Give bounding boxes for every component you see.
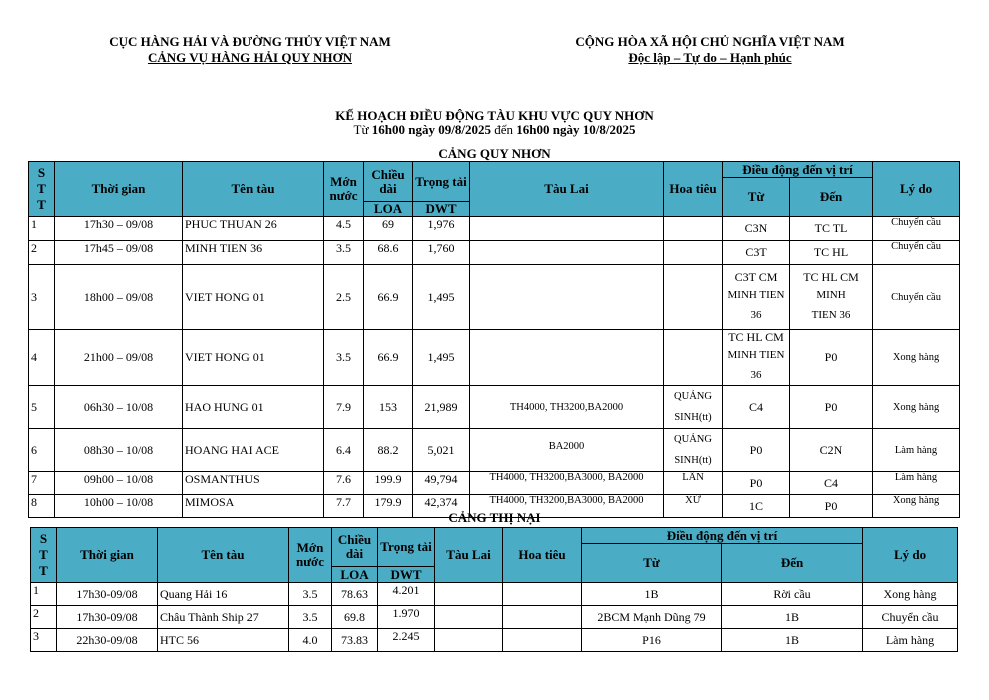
row-to	[790, 429, 873, 472]
row-from	[723, 429, 790, 472]
row-tug: BA2000	[470, 429, 664, 472]
row-time: 06h30 – 10/08	[55, 386, 183, 429]
row-pilot	[503, 629, 582, 652]
row-loa: 153	[364, 386, 413, 429]
row-pilot	[664, 241, 723, 265]
row-ship: MIMOSA	[183, 495, 324, 518]
from-main: C3N	[744, 221, 768, 235]
row-ship: VIET HONG 01	[183, 265, 324, 330]
table-row	[29, 330, 960, 386]
row-to: 1B	[722, 629, 863, 652]
from-main: P0	[749, 475, 763, 490]
row-draft: 6.4	[324, 429, 364, 472]
to-main: C2N	[819, 442, 843, 457]
row-reason: Xong hàng	[873, 495, 960, 518]
row-from	[723, 217, 790, 241]
row-from	[723, 265, 790, 330]
col-loa: LOA	[364, 202, 413, 217]
to-main: P0	[824, 498, 838, 513]
col-draft: Mớn nước	[289, 528, 332, 583]
row-tug	[435, 583, 503, 606]
national-title: CỘNG HÒA XÃ HỘI CHỦ NGHĨA VIỆT NAM	[575, 34, 845, 49]
row-from	[723, 241, 790, 265]
row-time: 18h00 – 09/08	[55, 265, 183, 330]
row-stt: 5	[29, 386, 55, 429]
col-move: Điều động đến vị trí	[582, 528, 863, 544]
row-tug: TH4000, TH3200,BA3000, BA2000	[470, 472, 664, 495]
col-to: Đến	[790, 178, 873, 217]
row-dwt: 49,794	[413, 472, 470, 495]
row-draft: 7.7	[324, 495, 364, 518]
table-row	[29, 217, 960, 241]
table-row	[31, 606, 958, 629]
row-dwt: 1,976	[413, 217, 470, 241]
national-motto: Độc lập – Tự do – Hạnh phúc	[628, 50, 792, 65]
row-to: 1B	[722, 606, 863, 629]
row-time: 17h30 – 09/08	[55, 217, 183, 241]
row-pilot	[664, 330, 723, 386]
row-tug	[435, 606, 503, 629]
col-tonnage: Trọng tải	[413, 162, 470, 202]
col-tug: Tàu Lai	[470, 162, 664, 217]
row-pilot	[664, 265, 723, 330]
row-reason: Chuyển cầu	[873, 265, 960, 330]
row-ship: HTC 56	[158, 629, 289, 652]
row-stt: 3	[31, 629, 57, 652]
row-pilot	[503, 583, 582, 606]
row-stt: 2	[31, 606, 57, 629]
row-loa: 88.2	[364, 429, 413, 472]
col-tug: Tàu Lai	[435, 528, 503, 583]
row-dwt: 1,760	[413, 241, 470, 265]
row-pilot: LÂN	[664, 472, 723, 495]
row-from	[723, 386, 790, 429]
from-main: C4	[748, 399, 763, 414]
row-to: Rời cầu	[722, 583, 863, 606]
row-reason: Chuyển cầu	[873, 241, 960, 265]
col-pilot: Hoa tiêu	[503, 528, 582, 583]
national-header	[520, 34, 900, 66]
row-draft: 7.6	[324, 472, 364, 495]
row-pilot	[664, 217, 723, 241]
row-draft: 7.9	[324, 386, 364, 429]
row-dwt: 1,495	[413, 265, 470, 330]
row-ship: PHUC THUAN 26	[183, 217, 324, 241]
port-authority-name: CẢNG VỤ HÀNG HẢI QUY NHƠN	[147, 50, 353, 65]
table-row	[31, 583, 958, 606]
row-reason: Xong hàng	[873, 330, 960, 386]
col-move: Điều động đến vị trí	[723, 162, 873, 178]
to-time: 16h00 ngày 10/8/2025	[516, 122, 636, 137]
row-to	[790, 330, 873, 386]
from-main: C3T	[745, 245, 767, 259]
from-time: 16h00 ngày 09/8/2025	[371, 122, 491, 137]
row-reason: Làm hàng	[873, 472, 960, 495]
row-loa: 78.63	[332, 583, 378, 606]
col-from: Từ	[582, 544, 722, 583]
row-time: 22h30-09/08	[57, 629, 158, 652]
col-time: Thời gian	[55, 162, 183, 217]
row-time: 21h00 – 09/08	[55, 330, 183, 386]
row-dwt: 1,495	[413, 330, 470, 386]
row-draft: 3.5	[289, 606, 332, 629]
col-time: Thời gian	[57, 528, 158, 583]
row-loa: 68.6	[364, 241, 413, 265]
col-pilot: Hoa tiêu	[664, 162, 723, 217]
document-subtitle	[0, 122, 989, 137]
row-time: 17h45 – 09/08	[55, 241, 183, 265]
quy-nhon-schedule-table	[28, 161, 960, 518]
row-time: 10h00 – 10/08	[55, 495, 183, 518]
row-reason: Xong hàng	[863, 583, 958, 606]
row-from	[723, 330, 790, 386]
from-main: TC HL CM	[728, 330, 784, 344]
to-main: TC HL	[813, 245, 849, 259]
row-draft: 4.0	[289, 629, 332, 652]
row-time: 17h30-09/08	[57, 583, 158, 606]
col-to: Đến	[722, 544, 863, 583]
row-reason: Làm hàng	[863, 629, 958, 652]
col-ship: Tên tàu	[158, 528, 289, 583]
row-time: 17h30-09/08	[57, 606, 158, 629]
from-sub: MINH TIEN 36	[727, 349, 785, 381]
row-to	[790, 472, 873, 495]
row-dwt: 4.201	[378, 583, 435, 606]
table-row	[29, 265, 960, 330]
col-length: Chiều dài	[364, 162, 413, 202]
row-ship: OSMANTHUS	[183, 472, 324, 495]
row-to	[790, 386, 873, 429]
col-dwt: DWT	[378, 567, 435, 583]
table-row	[29, 472, 960, 495]
row-dwt: 5,021	[413, 429, 470, 472]
col-length: Chiều dài	[332, 528, 378, 567]
thi-nai-schedule-table	[30, 527, 958, 652]
row-stt: 3	[29, 265, 55, 330]
col-ship: Tên tàu	[183, 162, 324, 217]
row-pilot: QUẢNG SINH(tt)	[664, 429, 723, 472]
row-loa: 66.9	[364, 330, 413, 386]
row-reason: Chuyển cầu	[873, 217, 960, 241]
row-reason: Chuyển cầu	[863, 606, 958, 629]
row-from: 1B	[582, 583, 722, 606]
table-row	[29, 386, 960, 429]
col-tonnage: Trọng tải	[378, 528, 435, 567]
row-tug	[470, 217, 664, 241]
row-loa: 69	[364, 217, 413, 241]
col-stt: S T T	[29, 162, 55, 217]
row-time: 08h30 – 10/08	[55, 429, 183, 472]
to-word: đến	[494, 122, 514, 137]
from-main: 1C	[748, 498, 763, 513]
row-reason: Xong hàng	[873, 386, 960, 429]
row-dwt: 21,989	[413, 386, 470, 429]
to-main: TC HL CM	[803, 269, 859, 284]
row-from: P16	[582, 629, 722, 652]
row-ship: VIET HONG 01	[183, 330, 324, 386]
row-ship: Quang Hải 16	[158, 583, 289, 606]
col-stt: S T T	[31, 528, 57, 583]
table-row	[31, 629, 958, 652]
row-stt: 1	[29, 217, 55, 241]
to-sub: MINH TIEN 36	[811, 288, 851, 321]
row-reason: Làm hàng	[873, 429, 960, 472]
row-loa: 69.8	[332, 606, 378, 629]
row-stt: 6	[29, 429, 55, 472]
to-main: P0	[824, 350, 838, 364]
row-stt: 4	[29, 330, 55, 386]
row-time: 09h00 – 10/08	[55, 472, 183, 495]
row-pilot: QUẢNG SINH(tt)	[664, 386, 723, 429]
row-draft: 3.5	[324, 241, 364, 265]
col-reason: Lý do	[863, 528, 958, 583]
row-from: 2BCM Mạnh Dũng 79	[582, 606, 722, 629]
row-loa: 199.9	[364, 472, 413, 495]
to-main: C4	[824, 475, 839, 490]
row-to	[790, 217, 873, 241]
col-loa: LOA	[332, 567, 378, 583]
row-to	[790, 241, 873, 265]
row-stt: 8	[29, 495, 55, 518]
row-ship: MINH TIEN 36	[183, 241, 324, 265]
row-dwt: 2.245	[378, 629, 435, 652]
agency-name: CỤC HÀNG HẢI VÀ ĐƯỜNG THỦY VIỆT NAM	[109, 34, 391, 49]
row-tug: TH4000, TH3200,BA3000, BA2000	[470, 495, 664, 518]
from-sub: MINH TIEN 36	[727, 288, 785, 321]
row-loa: 179.9	[364, 495, 413, 518]
from-main: C3T CM	[734, 269, 778, 284]
row-tug	[470, 330, 664, 386]
row-pilot: XỬ	[664, 495, 723, 518]
row-draft: 3.5	[324, 330, 364, 386]
from-word: Từ	[353, 122, 369, 137]
row-stt: 7	[29, 472, 55, 495]
col-dwt: DWT	[413, 202, 470, 217]
to-main: TC TL	[814, 221, 848, 235]
row-ship: HOANG HAI ACE	[183, 429, 324, 472]
document-title: KẾ HOẠCH ĐIỀU ĐỘNG TÀU KHU VỰC QUY NHƠN	[335, 108, 654, 123]
row-to	[790, 265, 873, 330]
row-pilot	[503, 606, 582, 629]
row-tug	[470, 241, 664, 265]
row-loa: 66.9	[364, 265, 413, 330]
table-row	[29, 241, 960, 265]
port-quy-nhon-heading: CẢNG QUY NHƠN	[438, 146, 551, 161]
row-tug	[470, 265, 664, 330]
row-dwt: 1.970	[378, 606, 435, 629]
row-ship: HAO HUNG 01	[183, 386, 324, 429]
row-ship: Châu Thành Ship 27	[158, 606, 289, 629]
from-main: P0	[749, 442, 763, 457]
table-row	[29, 429, 960, 472]
row-tug	[435, 629, 503, 652]
row-loa: 73.83	[332, 629, 378, 652]
col-from: Từ	[723, 178, 790, 217]
row-draft: 2.5	[324, 265, 364, 330]
row-tug: TH4000, TH3200,BA2000	[470, 386, 664, 429]
to-main: P0	[824, 399, 838, 414]
row-draft: 3.5	[289, 583, 332, 606]
col-draft: Mớn nước	[324, 162, 364, 217]
col-reason: Lý do	[873, 162, 960, 217]
row-from	[723, 472, 790, 495]
row-dwt: 42,374	[413, 495, 470, 518]
agency-header	[60, 34, 440, 66]
row-draft: 4.5	[324, 217, 364, 241]
port-thi-nai-heading: CẢNG THỊ NẠI	[448, 510, 541, 525]
row-stt: 1	[31, 583, 57, 606]
row-stt: 2	[29, 241, 55, 265]
